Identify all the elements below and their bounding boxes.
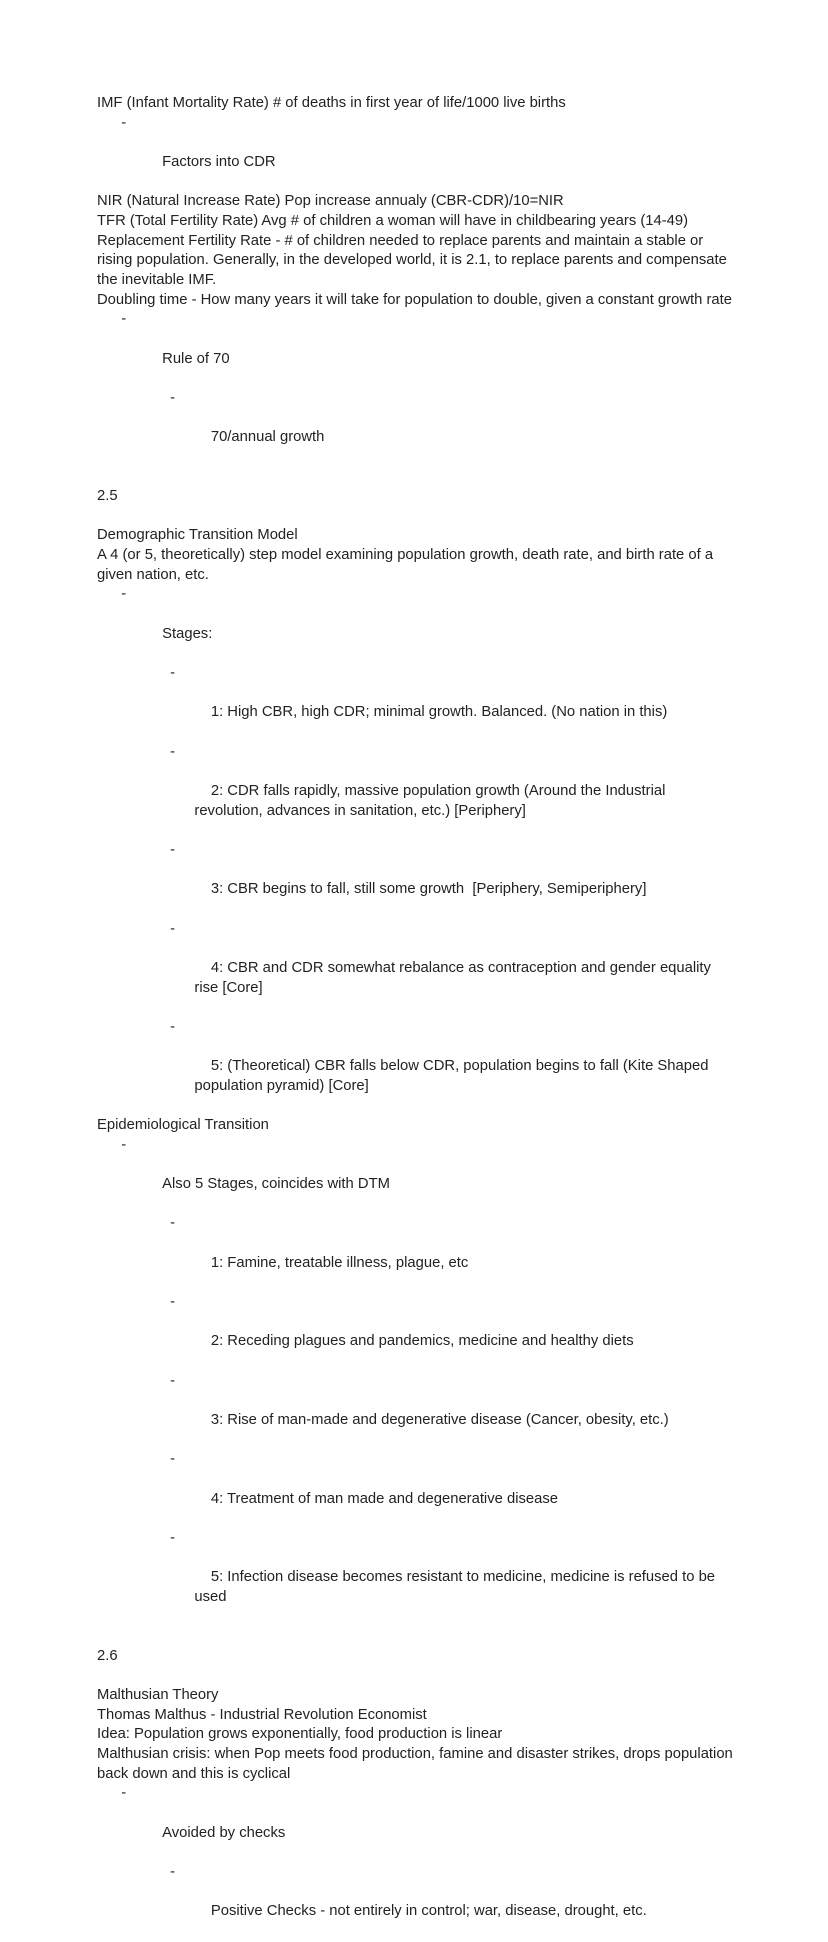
list-item-text: Rule of 70 xyxy=(162,350,230,367)
paragraph: Replacement Fertility Rate - # of children needed to replace parents and maintain a stable or rising population. Generally, in the developed world, it is 2.1, to replace parents and compensate the inevitable IMF. xyxy=(97,232,731,288)
list-item-text: 1: Famine, treatable illness, plague, etc xyxy=(210,1254,469,1271)
blank-line xyxy=(97,507,734,527)
paragraph: Malthusian crisis: when Pop meets food production, famine and disaster strikes, drops population back down and this is cyclical xyxy=(97,1746,737,1782)
list-item-level-2 xyxy=(97,1863,734,1942)
blank-line xyxy=(97,1667,734,1687)
list-item-text: Also 5 Stages, coincides with DTM xyxy=(162,1176,390,1193)
list-dash-marker: - xyxy=(121,114,127,131)
list-item-level-2 xyxy=(97,920,734,1018)
list-dash-marker: - xyxy=(170,1372,176,1389)
list-item-level-2 xyxy=(97,1529,734,1627)
list-dash-marker: - xyxy=(170,389,176,406)
list-dash-marker: - xyxy=(170,1451,176,1468)
list-item-text: 4: CBR and CDR somewhat rebalance as contraception and gender equality rise [Core] xyxy=(194,959,716,996)
list-dash-marker: - xyxy=(170,1529,176,1546)
list-dash-marker: - xyxy=(170,920,176,937)
list-item-level-1 xyxy=(97,585,734,664)
list-item-level-2 xyxy=(97,389,734,468)
list-item-text: Stages: xyxy=(162,625,213,642)
list-item-text: 5: (Theoretical) CBR falls below CDR, population begins to fall (Kite Shaped population pyramid) [Core] xyxy=(194,1058,713,1094)
list-item-text: 2: Receding plagues and pandemics, medicine and healthy diets xyxy=(210,1333,634,1350)
list-item-text: Avoided by checks xyxy=(162,1824,286,1841)
list-item-text: 4: Treatment of man made and degenerative disease xyxy=(210,1490,558,1507)
list-item-text: Factors into CDR xyxy=(162,153,276,170)
list-item-level-1 xyxy=(97,114,734,193)
paragraph: NIR (Natural Increase Rate) Pop increase annualy (CBR-CDR)/10=NIR xyxy=(97,193,564,210)
paragraph: Idea: Population grows exponentially, food production is linear xyxy=(97,1726,503,1743)
list-item-level-2 xyxy=(97,743,734,841)
list-item-level-1 xyxy=(97,310,734,389)
list-item-level-1 xyxy=(97,1784,734,1863)
list-item-level-2 xyxy=(97,1214,734,1293)
list-dash-marker: - xyxy=(170,1294,176,1311)
paragraph: Epidemiological Transition xyxy=(97,1117,269,1134)
list-dash-marker: - xyxy=(121,311,127,328)
list-dash-marker: - xyxy=(170,743,176,760)
paragraph: 2.6 xyxy=(97,1647,118,1664)
blank-line xyxy=(97,467,734,487)
list-item-text: 70/annual growth xyxy=(210,429,325,446)
paragraph: IMF (Infant Mortality Rate) # of deaths in first year of life/1000 live births xyxy=(97,95,566,111)
paragraph: Demographic Transition Model xyxy=(97,527,298,544)
list-item-level-2 xyxy=(97,1372,734,1451)
list-item-text: 5: Infection disease becomes resistant to medicine, medicine is refused to be used xyxy=(194,1569,720,1605)
paragraph: A 4 (or 5, theoretically) step model examining population growth, death rate, and birth rate of a given nation, etc. xyxy=(97,547,718,583)
list-item-level-2 xyxy=(97,1018,734,1116)
list-item-level-2 xyxy=(97,1293,734,1372)
list-item-level-2 xyxy=(97,1450,734,1529)
list-item-level-2 xyxy=(97,841,734,920)
list-dash-marker: - xyxy=(170,1215,176,1232)
list-dash-marker: - xyxy=(121,1136,127,1153)
list-item-text: 3: Rise of man-made and degenerative disease (Cancer, obesity, etc.) xyxy=(210,1411,669,1428)
paragraph: 2.5 xyxy=(97,488,118,505)
paragraph: Malthusian Theory xyxy=(97,1687,219,1704)
list-item-text: 1: High CBR, high CDR; minimal growth. Balanced. (No nation in this) xyxy=(210,704,668,721)
paragraph: Thomas Malthus - Industrial Revolution Economist xyxy=(97,1706,427,1723)
list-dash-marker: - xyxy=(170,1864,176,1881)
list-item-text: Positive Checks - not entirely in control; war, disease, drought, etc. xyxy=(210,1903,647,1920)
list-dash-marker: - xyxy=(170,1018,176,1035)
list-item-level-2 xyxy=(97,664,734,743)
list-dash-marker: - xyxy=(121,1785,127,1802)
list-item-text: 3: CBR begins to fall, still some growth [Periphery, Semiperiphery] xyxy=(210,881,647,898)
list-item-text: 2: CDR falls rapidly, massive population growth (Around the Industrial revolution, advances in sanitation, etc.) [Periphery] xyxy=(194,782,670,819)
paragraph: Doubling time - How many years it will take for population to double, given a constant growth rate xyxy=(97,291,732,308)
blank-line xyxy=(97,1627,734,1647)
document-body xyxy=(97,94,737,1942)
list-dash-marker: - xyxy=(170,841,176,858)
list-dash-marker: - xyxy=(121,586,127,603)
list-dash-marker: - xyxy=(170,665,176,682)
list-item-level-1 xyxy=(97,1136,734,1215)
paragraph: TFR (Total Fertility Rate) Avg # of children a woman will have in childbearing years (14-49) xyxy=(97,212,689,229)
